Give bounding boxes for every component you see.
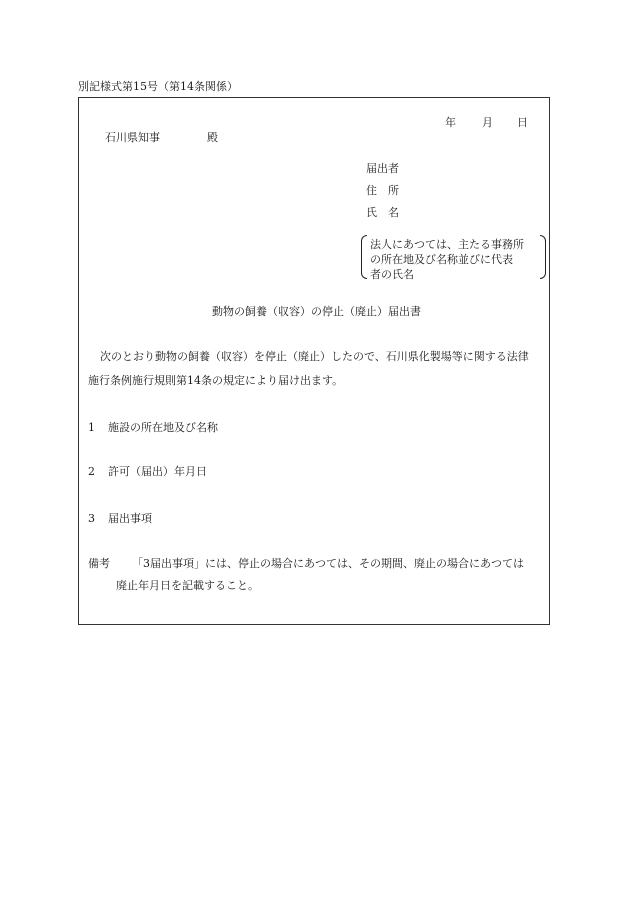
corporate-note-line: 法人にあつては、主たる事務所 (370, 238, 524, 251)
item-label: 施設の所在地及び名称 (108, 421, 218, 434)
item-label: 届出事項 (108, 512, 152, 525)
item-label: 許可（届出）年月日 (108, 465, 207, 478)
body-text-line: 次のとおり動物の飼養（収容）を停止（廃止）したので、石川県化製場等に関する法律 (100, 350, 529, 363)
form-caption: 別記様式第15号（第14条関係） (78, 80, 238, 93)
addressee-name: 石川県知事 (105, 131, 160, 144)
item-number: 1 (88, 421, 95, 434)
item-number: 3 (88, 512, 95, 525)
corporate-note-line: 者の氏名 (370, 268, 414, 281)
remarks-line: 「3届出事項」には、停止の場合にあつては、その期間、廃止の場合にあつては (132, 557, 524, 570)
date-month-label: 月 (482, 116, 493, 129)
date-day-label: 日 (517, 116, 528, 129)
applicant-name-label: 氏 名 (366, 206, 399, 219)
addressee-honorific: 殿 (207, 131, 218, 144)
remarks-line: 廃止年月日を記載すること。 (116, 579, 259, 592)
item-number: 2 (88, 465, 95, 478)
corporate-note-line: の所在地及び名称並びに代表 (370, 253, 513, 266)
body-text-line: 施行条例施行規則第14条の規定により届け出ます。 (88, 374, 344, 387)
remarks-label: 備考 (88, 557, 110, 570)
applicant-address-label: 住 所 (366, 184, 399, 197)
note-bracket-right (540, 235, 546, 279)
applicant-label: 届出者 (366, 162, 399, 175)
note-bracket-left (361, 235, 367, 279)
date-year-label: 年 (445, 116, 456, 129)
document-title: 動物の飼養（収容）の停止（廃止）届出書 (212, 305, 421, 318)
